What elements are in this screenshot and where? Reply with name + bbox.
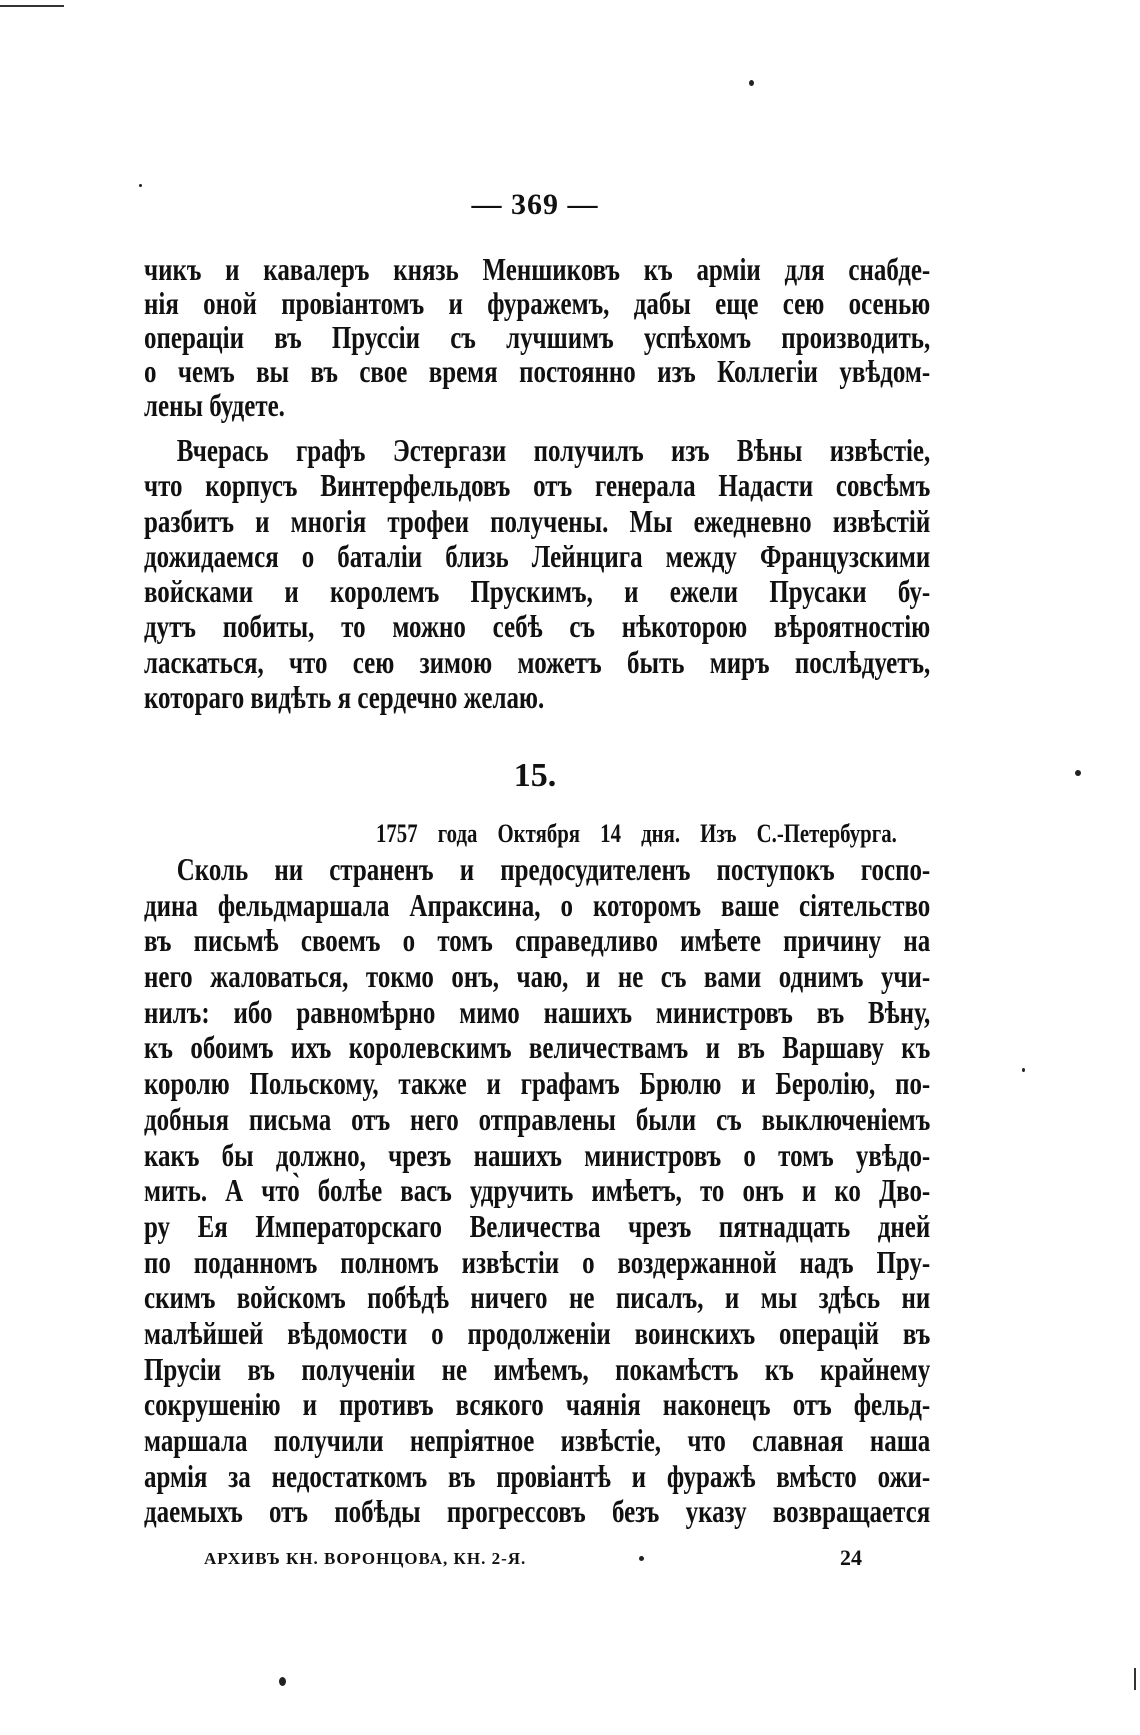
- scan-speck: [279, 1677, 286, 1686]
- text-line: чикъ и кавалеръ князь Меншиковъ къ арміи для снабде-: [144, 251, 931, 287]
- text-line: разбитъ и многія трофеи получены. Мы ежедневно извѣстій: [144, 502, 931, 539]
- text-line: Вчерась графъ Эстергази получилъ изъ Вѣны извѣстіе,: [176, 432, 931, 468]
- text-line: скимъ войскомъ побѣдѣ ничего не писалъ, и мы здѣсь ни: [144, 1279, 931, 1316]
- footer-sheet-number: 24: [840, 1545, 862, 1570]
- text-line: малѣйшей вѣдомости о продолженіи воинскихъ операцій въ: [144, 1314, 931, 1351]
- text-line: даемыхъ отъ побѣды прогрессовъ безъ указу возвращается: [144, 1493, 931, 1530]
- text-line: королю Польскому, также и графамъ Брюлю и Беролію, по-: [144, 1065, 931, 1102]
- text-line: къ обоимъ ихъ королевскимъ величествамъ и въ Варшаву къ: [144, 1029, 931, 1066]
- text-line: котораго видѣть я сердечно желаю.: [144, 679, 545, 716]
- text-line: по поданномъ полномъ извѣстіи о воздержанной надъ Пру-: [144, 1243, 931, 1280]
- letter-14-paragraph-1: [144, 252, 930, 422]
- text-line: мить. А что̀ болѣе васъ удручить имѣетъ, то онъ и ко Дво-: [144, 1172, 931, 1209]
- text-line: войсками и королемъ Прускимъ, и ежели Прусаки бу-: [144, 573, 931, 610]
- text-line: дина фельдмаршала Апраксина, о которомъ ваше сіятельство: [144, 886, 931, 923]
- letter-dateline: [376, 819, 897, 849]
- text-line: что корпусъ Винтерфельдовъ отъ генерала Надасти совсѣмъ: [144, 467, 931, 504]
- dateline-text: 1757 года Октября 14 дня. Изъ С.-Петербурга.: [376, 819, 897, 848]
- text-line: Сколь ни страненъ и предосудителенъ поступокъ госпо-: [176, 851, 931, 887]
- text-line: лены будете.: [144, 387, 285, 423]
- scan-speck: [1075, 770, 1081, 776]
- scan-speck: [749, 80, 754, 86]
- letter-15-paragraph-1: [144, 852, 930, 1530]
- text-line: ру Ея Императорскаго Величества чрезъ пятнадцать дней: [144, 1207, 931, 1244]
- footer-signature: АРХИВЪ КН. ВОРОНЦОВА, КН. 2-Я.: [204, 1549, 527, 1568]
- text-line: армія за недостаткомъ въ провіантѣ и фуражѣ вмѣсто ожи-: [144, 1457, 931, 1494]
- scan-edge-mark: [1134, 1668, 1136, 1690]
- text-line: Прусіи въ полученіи не имѣемъ, покамѣстъ къ крайнему: [144, 1350, 931, 1387]
- page-number: — 369 —: [471, 188, 599, 221]
- scan-speck: [139, 184, 142, 187]
- text-line: какъ бы должно, чрезъ нашихъ министровъ о томъ увѣдо-: [144, 1136, 931, 1173]
- text-line: нія оной провіантомъ и фуражемъ, дабы еще сею осенью: [144, 285, 931, 321]
- text-line: нилъ: ибо равномѣрно мимо нашихъ министровъ въ Вѣну,: [144, 993, 931, 1030]
- scan-speck: [639, 1556, 644, 1561]
- text-line: въ письмѣ своемъ о томъ справедливо имѣете причину на: [144, 922, 931, 959]
- letter-14-paragraph-2: [144, 433, 930, 715]
- text-line: дутъ побиты, то можно себѣ съ нѣкоторою вѣроятностію: [144, 608, 931, 645]
- text-line: сокрушенію и противъ всякого чаянія наконецъ отъ фельд-: [144, 1386, 931, 1423]
- text-line: ласкаться, что сею зимою можетъ быть миръ послѣдуетъ,: [144, 643, 931, 680]
- text-line: о чемъ вы въ свое время постоянно изъ Коллегіи увѣдом-: [144, 353, 931, 389]
- text-line: дожидаемся о баталіи близь Лейнцига между Французскими: [144, 537, 931, 574]
- text-line: операціи въ Пруссіи съ лучшимъ успѣхомъ производить,: [144, 319, 931, 355]
- text-line: добныя письма отъ него отправлены были съ выключеніемъ: [144, 1100, 931, 1137]
- scan-speck: [1022, 1068, 1025, 1072]
- text-line: него жаловаться, токмо онъ, чаю, и не съ вами однимъ учи-: [144, 958, 931, 995]
- letter-number-heading: 15.: [513, 757, 557, 794]
- scan-edge-line: [0, 5, 64, 7]
- text-line: маршала получили непріятное извѣстіе, что славная наша: [144, 1422, 931, 1458]
